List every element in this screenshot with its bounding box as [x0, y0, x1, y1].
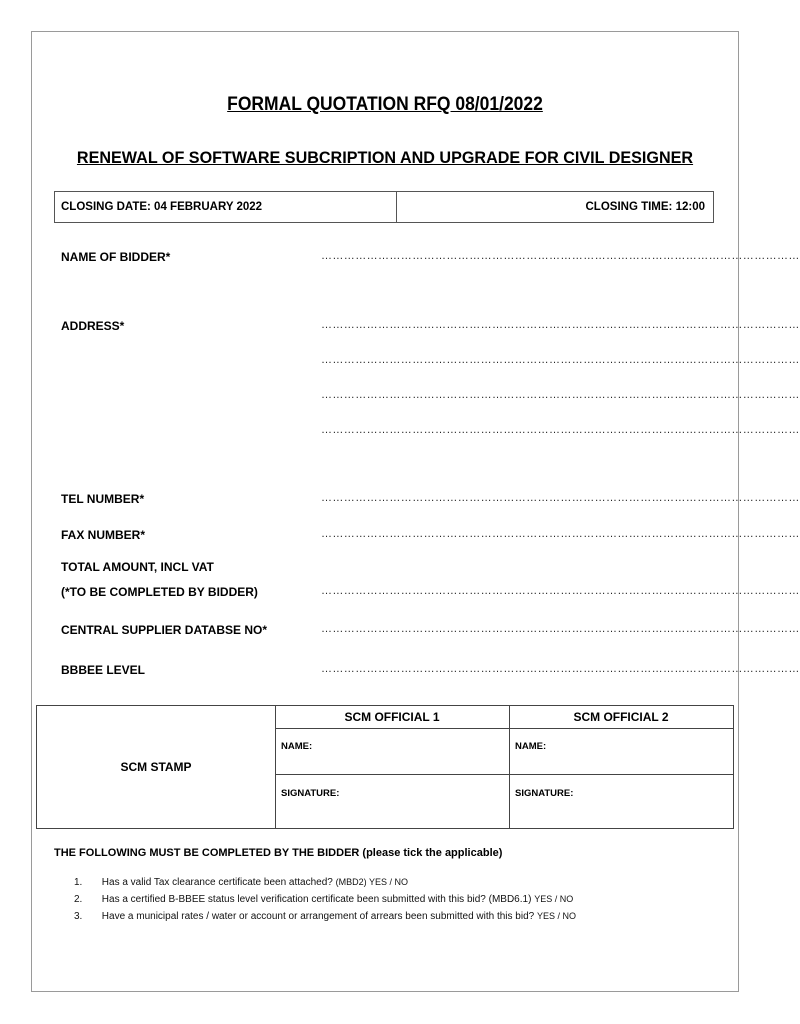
address-field-line-2[interactable]: ………………………………………………………………………………………………………………	[321, 354, 800, 366]
csd-number-label: CENTRAL SUPPLIER DATABSE NO*	[61, 623, 268, 637]
form-subtitle: RENEWAL OF SOFTWARE SUBCRIPTION AND UPGRADE FOR CIVIL DESIGNER	[76, 148, 694, 167]
yes-no-answer[interactable]: (MBD2) YES / NO	[335, 877, 408, 887]
question-text: Has a certified B-BBEE status level verification certificate been submitted with this bid? (MBD6.1)	[101, 894, 532, 905]
address-field-line-1[interactable]: ………………………………………………………………………………………………………………	[321, 319, 800, 331]
bbbee-level-label: BBBEE LEVEL	[61, 663, 146, 677]
question-number: 1.	[74, 877, 83, 888]
scm-official-1-header: SCM OFFICIAL 1	[275, 706, 509, 729]
address-label: ADDRESS*	[61, 319, 125, 333]
yes-no-answer[interactable]: YES / NO	[537, 911, 577, 921]
scm-official-2-name[interactable]: NAME:	[509, 729, 733, 775]
address-field-line-3[interactable]: ………………………………………………………………………………………………………………	[321, 389, 800, 401]
scm-official-1-signature[interactable]: SIGNATURE:	[281, 788, 340, 799]
question-3	[74, 911, 576, 922]
tel-number-label: TEL NUMBER*	[61, 492, 145, 506]
question-number: 2.	[74, 894, 83, 905]
question-2	[74, 894, 573, 905]
question-text: Has a valid Tax clearance certificate been attached?	[101, 877, 333, 888]
form-title: FORMAL QUOTATION RFQ 08/01/2022	[227, 94, 543, 115]
question-1	[74, 877, 408, 888]
scm-official-1-column	[275, 706, 510, 828]
fax-number-field[interactable]: ………………………………………………………………………………………………………………	[321, 528, 800, 540]
yes-no-answer[interactable]: YES / NO	[534, 894, 574, 904]
scm-official-2-signature[interactable]: SIGNATURE:	[515, 788, 574, 799]
total-amount-label: TOTAL AMOUNT, INCL VAT	[61, 560, 214, 574]
tel-number-field[interactable]: ………………………………………………………………………………………………………………	[321, 492, 800, 504]
bbbee-level-field[interactable]: ………………………………………………………………………………………………………………	[321, 663, 800, 675]
closing-date: CLOSING DATE: 04 FEBRUARY 2022	[55, 192, 397, 222]
bidder-instructions: THE FOLLOWING MUST BE COMPLETED BY THE BIDDER (please tick the applicable)	[54, 847, 503, 859]
name-of-bidder-field[interactable]: ………………………………………………………………………………………………………………	[321, 250, 800, 262]
scm-official-2-header: SCM OFFICIAL 2	[509, 706, 733, 729]
question-number: 3.	[74, 911, 83, 922]
total-amount-note: (*TO BE COMPLETED BY BIDDER)	[61, 585, 258, 599]
csd-number-field[interactable]: ………………………………………………………………………………………………………………	[321, 623, 800, 635]
closing-info-table	[54, 191, 714, 223]
scm-official-2-column	[509, 706, 733, 828]
fax-number-label: FAX NUMBER*	[61, 528, 146, 542]
name-of-bidder-label: NAME OF BIDDER*	[61, 250, 171, 264]
address-field-line-4[interactable]: ………………………………………………………………………………………………………………	[321, 424, 800, 436]
total-amount-field[interactable]: ………………………………………………………………………………………………………………	[321, 585, 800, 597]
scm-official-1-name[interactable]: NAME:	[275, 729, 509, 775]
question-text: Have a municipal rates / water or account or arrangement of arrears been submitted with this bid?	[101, 911, 535, 922]
scm-signoff-table	[36, 705, 734, 829]
scm-stamp-cell[interactable]: SCM STAMP	[37, 706, 276, 828]
closing-time: CLOSING TIME: 12:00	[585, 201, 705, 213]
